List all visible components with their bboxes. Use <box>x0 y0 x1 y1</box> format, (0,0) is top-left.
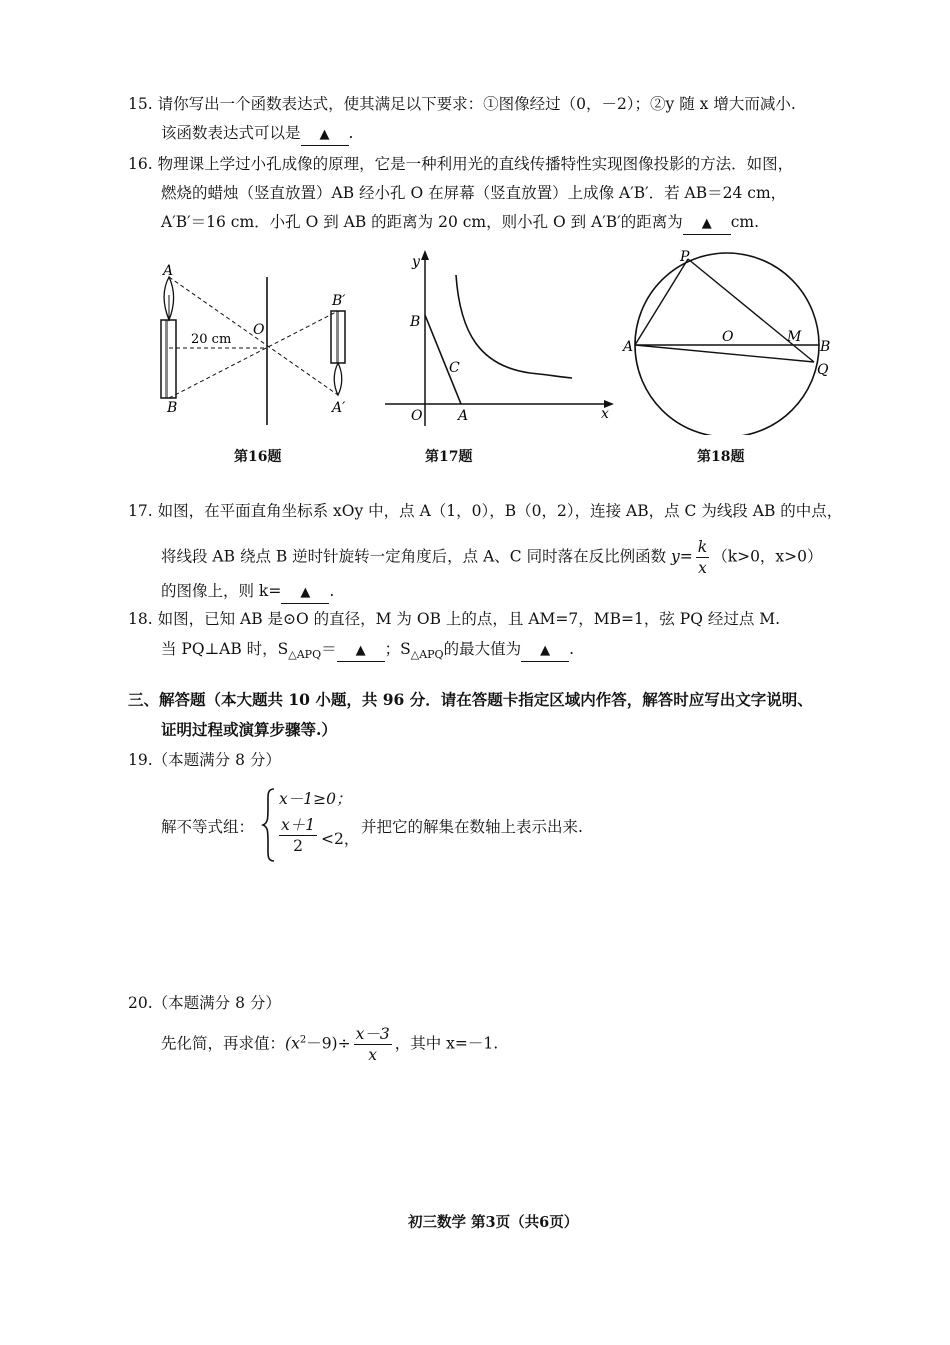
figure-17 <box>380 248 620 428</box>
label-A: A <box>163 263 174 279</box>
q17-line1: 17. 如图，在平面直角坐标系 xOy 中，点 A（1，0），B（0，2），连接 AB，点 C 为线段 AB 的中点， <box>128 502 843 520</box>
q19-header: 19.（本题满分 8 分） <box>128 751 281 769</box>
chord-AQ <box>635 345 814 362</box>
candle-body <box>161 320 176 398</box>
label-y: y <box>412 254 420 270</box>
answer-marker: ▲ <box>701 216 712 231</box>
figure-18 <box>620 245 845 435</box>
q20-expr: (x <box>285 1034 300 1053</box>
q15-line1: 15. 请你写出一个函数表达式，使其满足以下要求：①图像经过（0，－2）；②y 随 x 增大而减小. <box>128 95 796 113</box>
q16-answer-blank[interactable] <box>683 212 731 235</box>
caption-fig16: 第16题 <box>234 449 282 465</box>
q20-suffix: ，其中 x=－1. <box>394 1034 499 1053</box>
label-O: O <box>253 322 265 338</box>
q19-ineq2-num: x＋1 <box>281 816 316 834</box>
q20-body <box>161 1024 498 1065</box>
label-O: O <box>722 329 734 345</box>
caption-fig17: 第17题 <box>425 449 473 465</box>
label-A: A <box>458 408 469 424</box>
label-distance: 20 cm <box>191 332 232 347</box>
q17-func-den: x <box>698 559 707 577</box>
q15-suffix: . <box>348 124 354 142</box>
q18-text-c: ；S <box>384 640 411 658</box>
q18-subscript-2: △APQ <box>410 648 444 662</box>
q18-text-a: 当 PQ⊥AB 时，S <box>161 640 289 658</box>
section3-line1: 三、解答题（本大题共 10 小题，共 96 分．请在答题卡指定区域内作答，解答时应写出文字说明、 <box>128 690 813 709</box>
q17-suffix: . <box>329 582 335 600</box>
q19-ineq2-rel: <2， <box>321 830 360 848</box>
q19-suffix: 并把它的解集在数轴上表示出来. <box>361 818 583 836</box>
caption-fig18: 第18题 <box>697 449 745 465</box>
y-arrow-icon <box>421 250 429 260</box>
brace-icon <box>261 787 277 863</box>
label-B: B <box>167 400 178 416</box>
q17-func-fraction <box>696 537 709 578</box>
q20-frac-num: x－3 <box>355 1025 390 1043</box>
q19-ineq1: x－1≥0； <box>279 790 352 808</box>
label-x: x <box>601 406 609 422</box>
q20-fraction <box>354 1024 392 1065</box>
q20-sup: 2 <box>299 1034 307 1046</box>
chord-AP <box>635 259 688 345</box>
q17-func-lhs: y= <box>671 547 693 566</box>
q20-prefix: 先化简，再求值： <box>161 1034 286 1053</box>
q17-line2-suffix: （k>0，x>0） <box>712 547 823 566</box>
label-A: A <box>623 339 634 355</box>
q16-line2: 燃烧的蜡烛（竖直放置）AB 经小孔 O 在屏幕（竖直放置）上成像 A′B′．若 AB＝24 cm， <box>161 184 787 202</box>
section3-line2: 证明过程或演算步骤等.） <box>161 720 337 739</box>
candle-shade <box>165 320 168 398</box>
hyperbola-curve <box>456 275 572 378</box>
q17-func-num: k <box>697 538 708 556</box>
q17-prefix: 的图像上，则 k= <box>161 582 282 600</box>
q16-suffix: cm. <box>730 213 760 231</box>
figure-16 <box>150 255 370 425</box>
q15-answer-blank[interactable] <box>301 123 349 146</box>
label-M: M <box>787 329 802 345</box>
q16-line3 <box>161 212 759 235</box>
q18-answer-blank-2[interactable] <box>521 639 569 662</box>
q20-header: 20.（本题满分 8 分） <box>128 994 281 1012</box>
answer-marker: ▲ <box>300 585 311 600</box>
q19-ineq2-fraction <box>279 815 317 856</box>
q20-expr2: －9)÷ <box>306 1034 351 1053</box>
label-O: O <box>411 408 423 424</box>
q17-line3 <box>161 581 334 604</box>
answer-marker: ▲ <box>319 127 330 142</box>
q17-line2 <box>161 537 823 578</box>
q18-text-b: ＝ <box>321 640 337 658</box>
label-B-prime: B′ <box>332 293 346 309</box>
q19-ineq2-den: 2 <box>293 837 303 855</box>
q15-line2 <box>161 123 353 146</box>
page-footer: 初三数学 第3页（共6页） <box>408 1214 579 1231</box>
answer-marker: ▲ <box>540 643 551 658</box>
q19-prefix: 解不等式组： <box>161 818 255 836</box>
flame-inverted-icon <box>334 363 342 395</box>
q19-body <box>161 785 761 865</box>
image-shade <box>336 311 339 363</box>
q17-line2-prefix: 将线段 AB 绕点 B 逆时针旋转一定角度后，点 A、C 同时落在反比例函数 <box>161 547 667 566</box>
q18-subscript-1: △APQ <box>288 648 322 662</box>
answer-marker: ▲ <box>355 643 366 658</box>
chord-PQ <box>688 259 814 362</box>
q20-frac-den: x <box>368 1046 378 1064</box>
q17-answer-blank[interactable] <box>281 581 329 604</box>
label-Q: Q <box>817 362 829 378</box>
label-B: B <box>820 339 831 355</box>
q18-line1: 18. 如图，已知 AB 是⊙O 的直径，M 为 OB 上的点，且 AM=7，MB=1，弦 PQ 经过点 M. <box>128 610 781 628</box>
q16-prefix: A′B′＝16 cm．小孔 O 到 AB 的距离为 20 cm，则小孔 O 到 A′B′的距离为 <box>161 213 683 231</box>
label-B: B <box>410 314 421 330</box>
label-A-prime: A′ <box>332 400 346 416</box>
label-C: C <box>449 360 460 376</box>
q15-prefix: 该函数表达式可以是 <box>161 124 301 142</box>
q16-line1: 16. 物理课上学过小孔成像的原理，它是一种利用光的直线传播特性实现图像投影的方法．如图， <box>128 155 794 173</box>
q18-text-d: 的最大值为 <box>443 640 522 658</box>
label-P: P <box>680 249 690 265</box>
q18-text-e: . <box>569 640 575 658</box>
q18-answer-blank-1[interactable] <box>337 639 385 662</box>
q18-line2 <box>161 639 574 665</box>
